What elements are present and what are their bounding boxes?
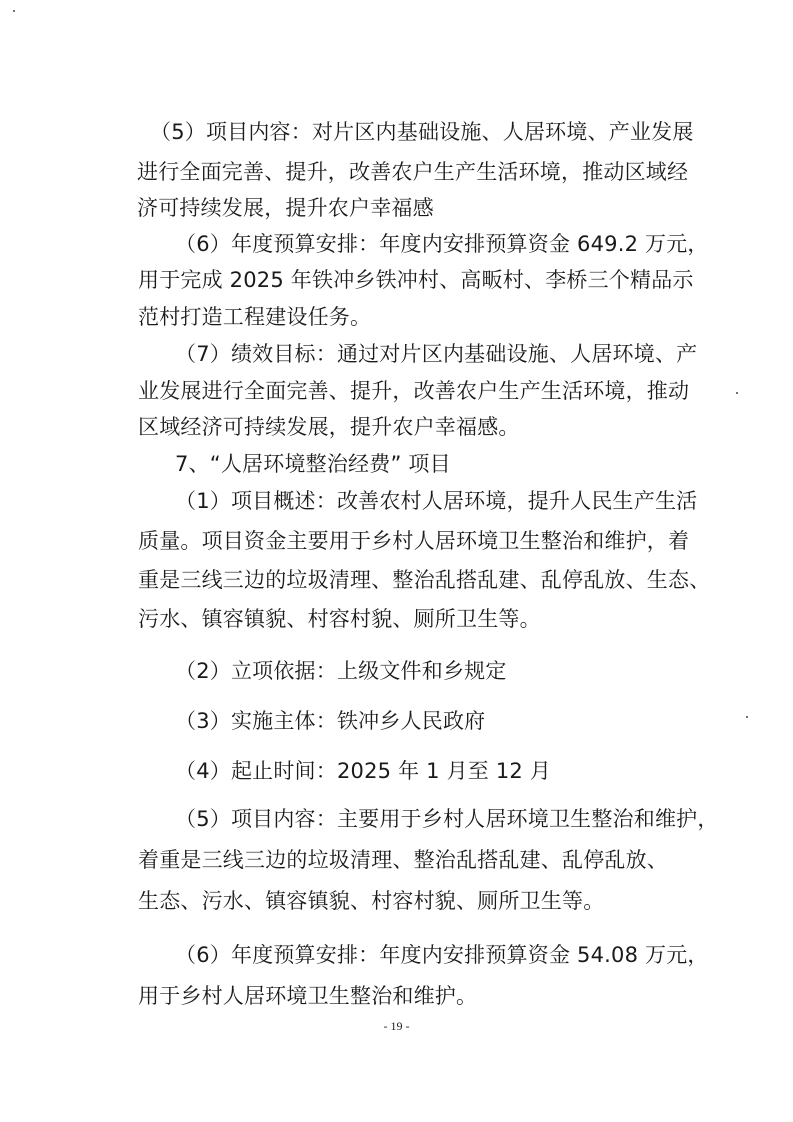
text-line: 用于乡村人居环境卫生整治和维护。 [138, 984, 478, 1008]
text-line: （6）年度预算安排：年度内安排预算资金 649.2 万元， [175, 232, 709, 256]
text-line: 用于完成 2025 年铁冲乡铁冲村、高畈村、李桥三个精品示 [138, 268, 694, 292]
text-line: 进行全面完善、提升，改善农户生产生活环境，推动区域经 [137, 160, 689, 184]
scan-speck [736, 392, 738, 394]
paragraph-s7-period: （4）起止时间：2025 年 1 月至 12 月 [175, 759, 552, 783]
paragraph-s7-subject: （3）实施主体：铁冲乡人民政府 [175, 709, 486, 733]
text-line: 重是三线三边的垃圾清理、整治乱搭乱建、乱停乱放、生态、 [138, 568, 711, 592]
text-line: （5）项目内容：对片区内基础设施、人居环境、产业发展 [150, 120, 694, 144]
text-line: （7）绩效目标：通过对片区内基础设施、人居环境、产 [175, 342, 698, 366]
text-line: （1）项目概述：改善农村人居环境，提升人民生产生活 [175, 489, 698, 513]
text-line: 生态、污水、镇容镇貌、村容村貌、厕所卫生等。 [138, 889, 605, 913]
text-line: （5）项目内容：主要用于乡村人居环境卫生整治和维护， [175, 807, 719, 831]
text-line: （6）年度预算安排：年度内安排预算资金 54.08 万元， [175, 943, 709, 967]
page-number: - 19 - [383, 1019, 410, 1033]
text-line: 质量。项目资金主要用于乡村人居环境卫生整治和维护，着 [138, 529, 690, 553]
text-line: 区域经济可持续发展，提升农户幸福感。 [138, 415, 520, 439]
text-line: 污水、镇容镇貌、村容村貌、厕所卫生等。 [138, 607, 541, 631]
text-line: 着重是三线三边的垃圾清理、整治乱搭乱建、乱停乱放、 [138, 848, 668, 872]
section-heading: 7、“人居环境整治经费” 项目 [175, 452, 451, 476]
paragraph-s7-basis: （2）立项依据：上级文件和乡规定 [175, 659, 507, 683]
scan-speck [13, 10, 15, 12]
text-line: 济可持续发展，提升农户幸福感 [137, 196, 434, 220]
text-line: 范村打造工程建设任务。 [138, 305, 372, 329]
text-line: 业发展进行全面完善、提升，改善农户生产生活环境，推动 [138, 379, 690, 403]
scan-speck [746, 716, 748, 718]
